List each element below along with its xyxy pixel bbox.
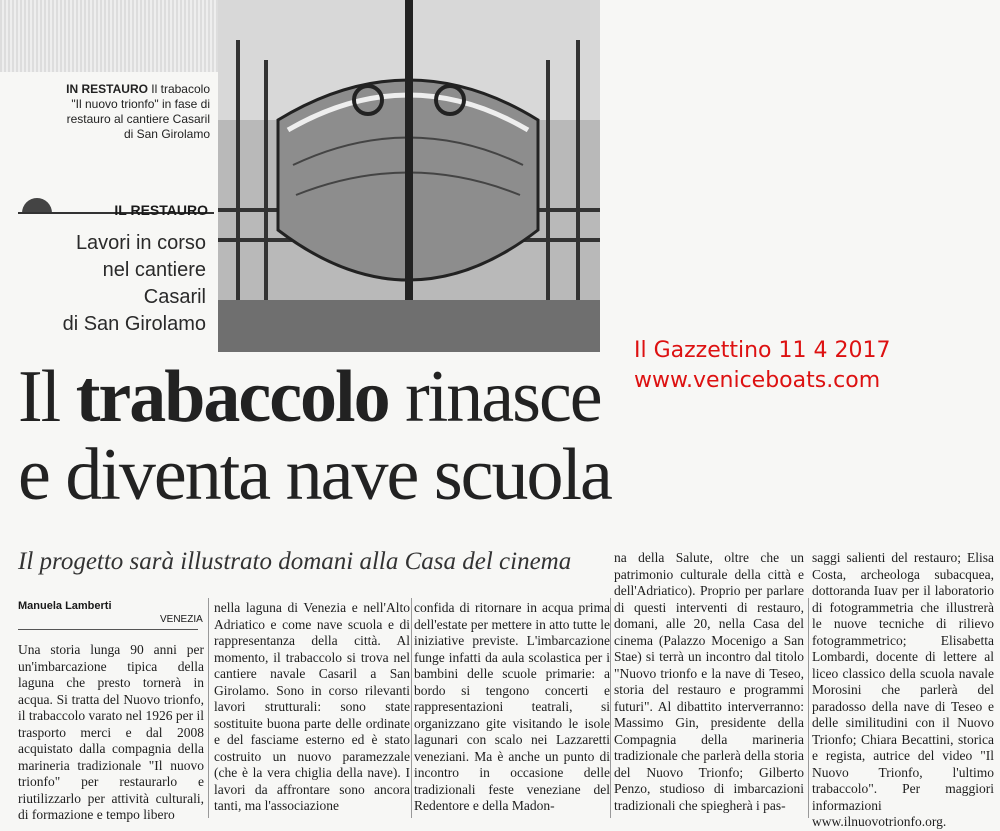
byline-place: VENEZIA <box>160 614 203 625</box>
headline-line-2: e diventa nave scuola <box>18 434 611 516</box>
byline-divider <box>18 629 198 630</box>
source-line-2: www.veniceboats.com <box>634 368 881 393</box>
column-text: na della Salute, oltre che un patrimonio culturale della città e dell'Adriatico). Proprio per parlare di questi interventi di restauro, domani, alle 20, nella Casa del cinema (Palazzo Mocenigo a San Stae) si terrà un incontro dal titolo "Nuovo trionfo e la nave di Teseo, storia del restauro e programmi futuri". Al dibattito interverranno: Massimo Gin, presidente della Compagnia della marineria tradizionale che parlerà della storia del Nuovo Trionfo; Gilberto Penzo, studioso di imbarcazioni tradizionali che spiegherà i pas- <box>614 550 804 813</box>
section-label: IL RESTAURO <box>114 202 208 218</box>
section-deck <box>20 230 206 338</box>
column-divider <box>808 598 809 818</box>
article-column-5 <box>812 550 994 831</box>
column-text: nella laguna di Venezia e nell'Alto Adriatico e come nave scuola e di rappresentanza della città. Al momento, il trabaccolo si trova nel cantiere navale Casaril a San Girolamo. Sono in corso rilevanti lavori strutturali: sono state sostituite buona parte delle ordinate e del fasciame esterno ed è stato costruito un nuovo paramezzale (che è la vera chiglia della nave). I lavori da affrontare sono ancora tanti, ma l'associazione <box>214 600 410 813</box>
article-column-1 <box>18 642 204 824</box>
article-column-4 <box>614 550 804 814</box>
source-line-1: Il Gazzettino 11 4 2017 <box>634 338 891 363</box>
subheadline: Il progetto sarà illustrato domani alla Casa del cinema <box>18 548 572 575</box>
boat-photo <box>218 0 600 352</box>
article-column-2 <box>214 600 410 815</box>
column-divider <box>208 598 209 818</box>
article-column-3 <box>414 600 610 815</box>
deck-line: nel cantiere <box>102 259 206 281</box>
headline-bold: trabaccolo <box>75 356 389 438</box>
byline-author: Manuela Lamberti <box>18 600 112 612</box>
photo-caption <box>60 82 210 142</box>
column-text: saggi salienti del restauro; Elisa Costa, archeologa subacquea, dottoranda Iuav per il laboratorio di fotogrammetria che illustrerà le nuove tecniche di rilievo fotogrammetrico; Elisabetta Lombardi, docente di lettere al liceo classico della scuola navale Morosini che parlerà del paradosso della nave di Teseo e delle similitudini con il Nuovo Trionfo; Chiara Becattini, storica e regista, autrice del video "Il Nuovo Trionfo, l'ultimo trabaccolo". Per maggiori informazioni www.ilnuovotrionfo.org. <box>812 550 994 829</box>
column-divider <box>610 598 611 818</box>
deck-line: Casaril <box>143 286 206 308</box>
column-text: confida di ritornare in acqua prima dell'estate per mettere in atto tutte le iniziative previste. L'imbarcazione funge infatti da aula scolastica per i bambini delle scuole primarie: a bordo si tengono concerti e rappresentazioni teatrali, si organizzano gite visitando le isole lagunari con scalo nei Lazzaretti veneziani. Ma è anche un punto di incontro in occasione delle tradizionali feste veneziane del Redentore e della Madon- <box>414 600 610 813</box>
column-divider <box>411 598 412 818</box>
caption-kicker: IN RESTAURO <box>66 82 148 96</box>
source-annotation <box>634 336 890 396</box>
headline-pre: Il <box>18 356 60 438</box>
caption-text: Il trabacolo "Il nuovo trionfo" in fase di restauro al cantiere Casaril di San Girolamo <box>66 82 210 141</box>
deck-line: di San Girolamo <box>62 313 206 335</box>
scan-top-strip <box>0 0 218 72</box>
section-marker-icon <box>22 198 52 213</box>
boat-hull-image <box>218 0 600 352</box>
column-text: Una storia lunga 90 anni per un'imbarcazione tipica della laguna che presto tornerà in acqua. Si tratta del Nuovo trionfo, il trabaccolo varato nel 1926 per il trasporto merci e dal 2008 acquistato dalla compagnia della marineria tradizionale "Il nuovo trionfo" per restaurarlo e riutilizzarlo per attività culturali, di formazione e tempo libero <box>18 642 204 822</box>
headline-post: rinasce <box>405 356 601 438</box>
headline <box>18 358 618 514</box>
deck-line: Lavori in corso <box>75 232 206 254</box>
